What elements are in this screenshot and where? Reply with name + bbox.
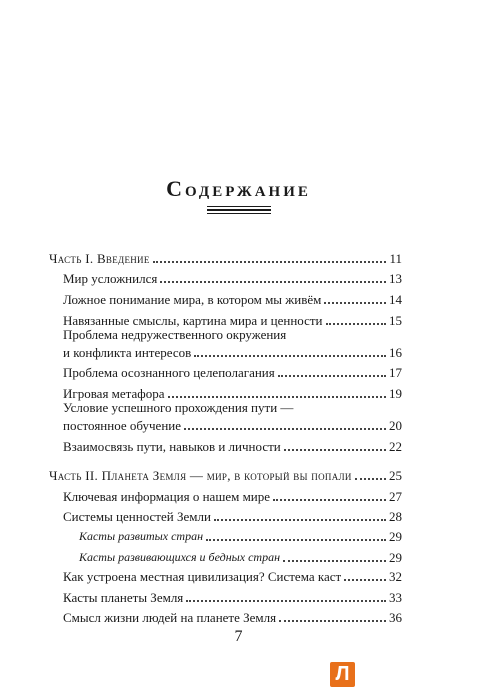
page-number: 7	[234, 628, 243, 645]
toc-page-number: 25	[389, 468, 402, 483]
dot-leader	[273, 499, 386, 501]
toc-entry	[63, 509, 402, 524]
toc-page-number: 17	[389, 365, 402, 380]
toc-entry	[63, 292, 402, 307]
toc-entry	[63, 418, 402, 433]
dot-leader	[160, 281, 386, 283]
toc-page-number: 32	[389, 569, 402, 584]
toc-page-number: 29	[389, 529, 402, 544]
dot-leader	[324, 302, 386, 304]
toc-entry-title: Ложное понимание мира, в котором мы живём	[63, 292, 322, 307]
dot-leader	[186, 600, 386, 602]
toc-entry-title: Касты развитых стран	[79, 529, 204, 543]
dot-leader	[344, 579, 386, 581]
dot-leader	[278, 375, 386, 377]
toc-page-number: 28	[389, 509, 402, 524]
toc-entry-line: Проблема недружественного окружения	[63, 327, 287, 342]
toc-entry	[63, 365, 402, 380]
toc-entry	[63, 610, 402, 625]
toc-page-number: 22	[389, 439, 402, 454]
toc-entry-title: и конфликта интересов	[63, 345, 192, 360]
toc-entry	[63, 386, 402, 401]
toc-page-number: 13	[389, 271, 402, 286]
toc-entry-title: Игровая метафора	[63, 386, 165, 401]
toc-entry	[63, 590, 402, 605]
toc-page-number: 20	[389, 418, 402, 433]
toc-part	[49, 251, 402, 266]
toc-page-number: 16	[389, 345, 402, 360]
toc-subentry	[79, 529, 402, 544]
dot-leader	[283, 560, 386, 562]
toc-part	[49, 468, 402, 483]
toc-entry-title: Смысл жизни людей на планете Земля	[63, 610, 277, 625]
toc-entry	[63, 345, 402, 360]
toc-entry-title: Проблема осознанного целеполагания	[63, 365, 275, 380]
toc-entry-title: Навязанные смыслы, картина мира и ценности	[63, 313, 323, 328]
dot-leader	[184, 428, 386, 430]
toc-heading: Содержание	[166, 176, 311, 201]
dot-leader	[153, 261, 387, 263]
toc-entry-title: Часть I. Введение	[49, 251, 150, 266]
toc-subentry	[79, 550, 402, 565]
toc-page-number: 27	[389, 489, 402, 504]
toc-entry	[63, 569, 402, 584]
toc-entry	[63, 313, 402, 328]
dot-leader	[284, 449, 386, 451]
toc-page-number: 19	[389, 386, 402, 401]
dot-leader	[168, 396, 387, 398]
toc-entry-title: Как устроена местная цивилизация? Система каст	[63, 569, 342, 584]
publisher-logo-icon: Л	[330, 662, 355, 687]
dot-leader	[214, 519, 386, 521]
toc-entry	[63, 489, 402, 504]
toc-page-number: 36	[389, 610, 402, 625]
toc-page-number: 33	[389, 590, 402, 605]
toc-page-number: 29	[389, 550, 402, 565]
toc-entry	[63, 439, 402, 454]
toc-entry-title: Мир усложнился	[63, 271, 158, 286]
toc-entry-title: постоянное обучение	[63, 418, 181, 433]
toc-entry-title: Ключевая информация о нашем мире	[63, 489, 271, 504]
toc-entry-title: Взаимосвязь пути, навыков и личности	[63, 439, 281, 454]
dot-leader	[279, 620, 386, 622]
dot-leader	[326, 323, 386, 325]
dot-leader	[194, 355, 386, 357]
toc-entry-line: Условие успешного прохождения пути —	[63, 400, 294, 415]
toc-entry-title: Часть II. Планета Земля — мир, в который вы попали	[49, 468, 352, 483]
toc-entry-title: Касты планеты Земля	[63, 590, 184, 605]
dot-leader	[206, 539, 386, 541]
dot-leader	[355, 478, 386, 480]
toc-page-number: 14	[389, 292, 402, 307]
toc-page-number: 11	[389, 251, 402, 266]
toc-entry-title: Касты развивающихся и бедных стран	[79, 550, 281, 564]
toc-entry	[63, 271, 402, 286]
toc-page-number: 15	[389, 313, 402, 328]
toc-entry-title: Системы ценностей Земли	[63, 509, 211, 524]
